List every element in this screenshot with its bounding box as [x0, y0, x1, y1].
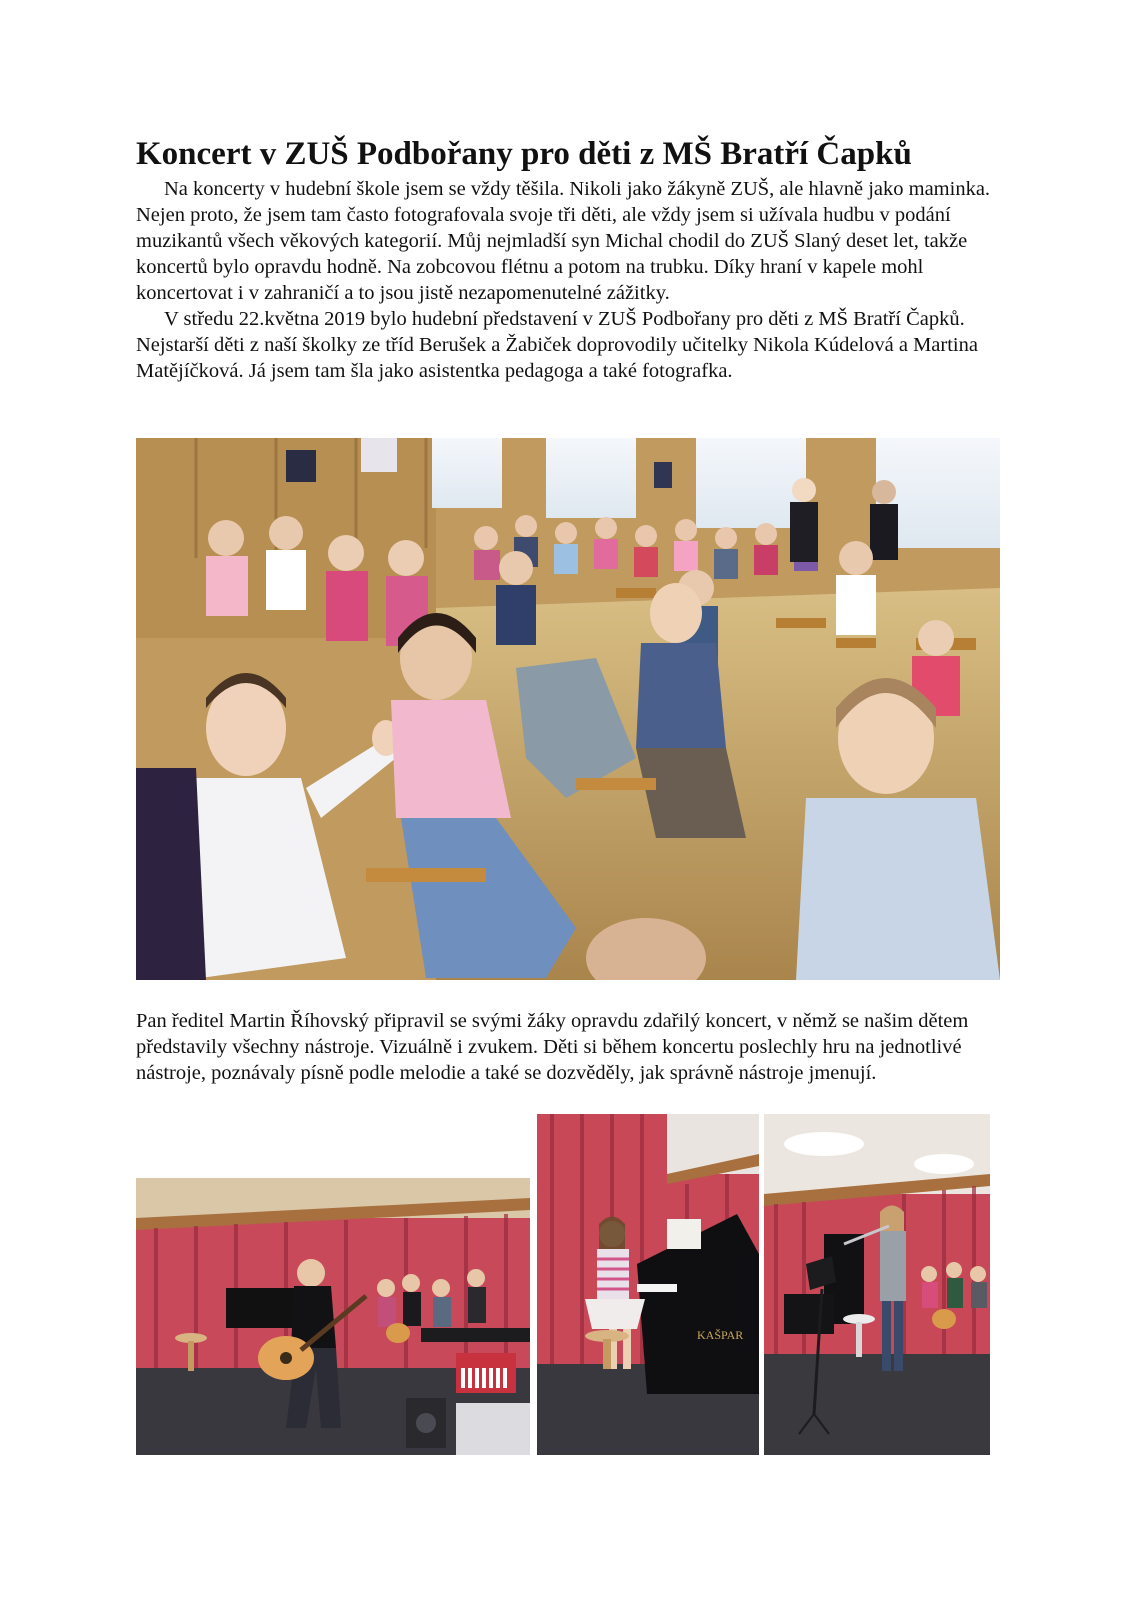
- audience-illustration: [136, 438, 1000, 980]
- concert-description: [136, 1008, 1006, 1086]
- piano-brand-label: KAŠPAR: [697, 1328, 744, 1342]
- flute-illustration: [764, 1114, 990, 1455]
- photo-flute-player: [764, 1114, 990, 1455]
- intro-text: [136, 176, 1006, 384]
- paragraph-1: Na koncerty v hudební škole jsem se vždy těšila. Nikoli jako žákyně ZUŠ, ale hlavně jako maminka. Nejen proto, že jsem tam často fotografovala svoje tři děti, ale vždy jsem si užívala hudbu v podání muzikantů všech věkových kategorií. Můj nejmladší syn Michal chodil do ZUŠ Slaný deset let, takže koncertů bylo opravdu hodně. Na zobcovou flétnu a potom na trubku. Díky hraní v kapele mohl koncertovat i v zahraničí a to jsou jistě nezapomenutelné zážitky.: [136, 178, 991, 304]
- paragraph-3: Pan ředitel Martin Říhovský připravil se svými žáky opravdu zdařilý koncert, v němž se našim dětem představily všechny nástroje. Vizuálně i zvukem. Děti si během koncertu poslechly hru na jednotlivé nástroje, poznávaly písně podle melodie a také se dozvěděly, jak správně nástroje jmenují.: [136, 1010, 969, 1084]
- photo-children-audience: [136, 438, 1000, 980]
- piano-illustration: [537, 1114, 759, 1455]
- page-title: Koncert v ZUŠ Podbořany pro děti z MŠ Bratří Čapků: [136, 136, 912, 172]
- guitar-illustration: [136, 1178, 530, 1455]
- photo-guitar-player: [136, 1178, 530, 1455]
- photo-piano-player: [537, 1114, 759, 1455]
- paragraph-2: V středu 22.května 2019 bylo hudební představení v ZUŠ Podbořany pro děti z MŠ Bratří Čapků. Nejstarší děti z naší školky ze tříd Berušek a Žabiček doprovodily učitelky Nikola Kúdelová a Martina Matějíčková. Já jsem tam šla jako asistentka pedagoga a také fotografka.: [136, 308, 978, 382]
